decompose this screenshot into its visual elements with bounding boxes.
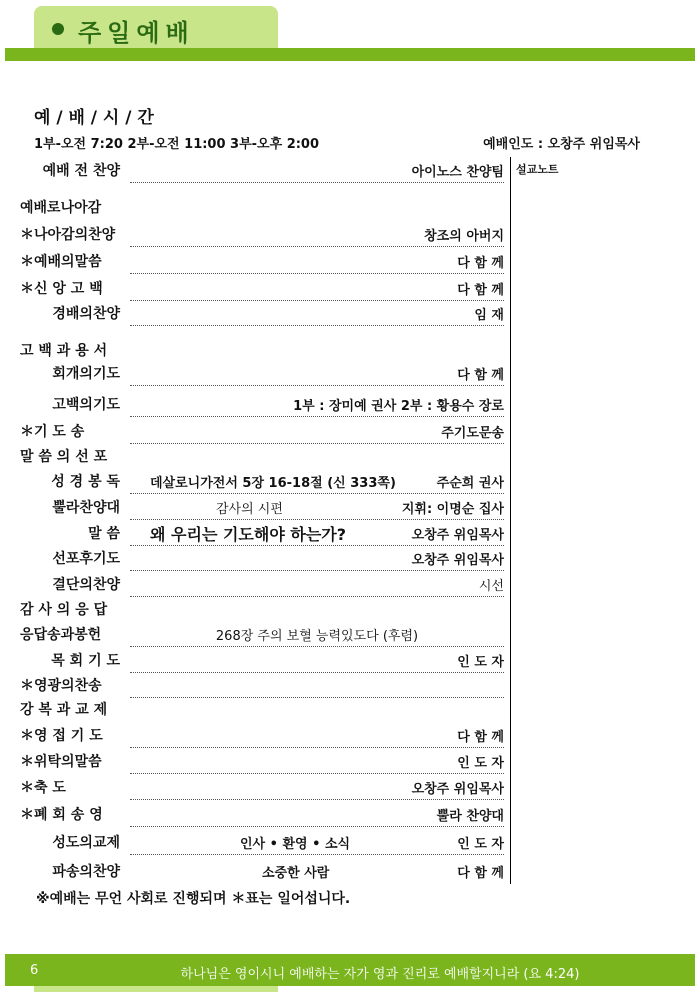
row-pre-worship — [0, 157, 700, 183]
row-label: 경배의찬양 — [52, 306, 120, 322]
row-label: 파송의찬양 — [52, 864, 120, 880]
row-right: 주기도문송 — [441, 426, 504, 441]
row-repentance — [0, 360, 700, 386]
notes-label: 설교노트 — [516, 163, 559, 176]
row-label: 성 경 봉 독 — [51, 474, 120, 490]
row-label: 고백의기도 — [52, 397, 120, 413]
row-right: 시선 — [478, 579, 504, 594]
row-label: 감 사 의 응 답 — [20, 602, 108, 618]
section-heading — [0, 696, 700, 722]
row-label: 예배 전 찬양 — [42, 163, 120, 179]
row-closing-hymn — [0, 801, 700, 827]
page-number: 6 — [30, 963, 39, 978]
row-label: 강 복 과 교 제 — [20, 702, 108, 718]
row-commitment-hymn — [0, 571, 700, 597]
row-right: 오창주 위임목사 — [411, 528, 504, 543]
header-bar — [5, 48, 695, 61]
row-divider — [130, 325, 504, 326]
section-heading — [0, 194, 700, 220]
row-praise — [0, 300, 700, 326]
bullet-icon — [52, 23, 64, 35]
row-right: 다 함 께 — [457, 283, 504, 298]
section-title: 예 / 배 / 시 / 간 — [34, 108, 154, 128]
row-right: 창조의 아버지 — [424, 229, 504, 244]
row-approach-hymn — [0, 221, 700, 247]
row-doxology — [0, 672, 700, 698]
row-label: 결단의찬양 — [52, 577, 120, 593]
row-label: 선포후기도 — [52, 551, 120, 567]
row-call-to-worship — [0, 248, 700, 274]
header-tab — [34, 6, 278, 52]
row-divider — [130, 416, 504, 417]
sermon-title: 왜 우리는 기도해야 하는가? — [150, 525, 347, 544]
row-creed — [0, 275, 700, 301]
row-divider — [130, 799, 504, 800]
row-label: ＊위탁의말씀 — [20, 754, 102, 770]
row-right: 1부 : 장미예 권사 2부 : 황용수 장로 — [293, 399, 504, 414]
row-right: 다 함 께 — [457, 730, 504, 745]
row-divider — [130, 854, 504, 855]
section-heading — [0, 443, 700, 469]
row-label: 응답송과봉헌 — [20, 627, 102, 643]
row-right: 오창주 위임목사 — [411, 782, 504, 797]
row-label: 뿔라찬양대 — [52, 500, 120, 516]
row-label: 말 씀 의 선 포 — [20, 449, 108, 465]
row-benediction — [0, 774, 700, 800]
section-heading — [0, 596, 700, 622]
row-label: 예배로나아감 — [20, 200, 102, 216]
row-commission — [0, 748, 700, 774]
row-divider — [130, 826, 504, 827]
row-right: 오창주 위임목사 — [411, 553, 504, 568]
row-fellowship — [0, 829, 700, 855]
row-choir — [0, 494, 700, 520]
row-confession — [0, 391, 700, 417]
row-label: 목 회 기 도 — [51, 653, 120, 669]
row-sermon — [0, 520, 700, 546]
row-label: 말 씀 — [88, 526, 120, 542]
row-right: 지휘: 이명순 집사 — [401, 502, 504, 517]
row-middle: 268장 주의 보혈 능력있도다 (후렴) — [215, 629, 419, 644]
row-prayer-song — [0, 418, 700, 444]
row-label: ＊기 도 송 — [20, 424, 85, 440]
row-label: ＊폐 회 송 영 — [20, 807, 103, 823]
row-pastoral-prayer — [0, 647, 700, 673]
row-offering — [0, 621, 700, 647]
row-middle: 소중한 사람 — [262, 866, 330, 881]
row-right: 주순희 권사 — [436, 476, 504, 491]
row-label: ＊영광의찬송 — [20, 678, 102, 694]
row-welcome-prayer — [0, 722, 700, 748]
row-label: ＊예배의말씀 — [20, 254, 102, 270]
row-post-sermon-prayer — [0, 545, 700, 571]
row-middle: 데살로니가전서 5장 16-18절 (신 333쪽) — [150, 476, 396, 491]
row-middle: 인사 • 환영 • 소식 — [240, 837, 351, 852]
row-label: ＊영 접 기 도 — [20, 728, 103, 744]
row-right: 인 도 자 — [457, 756, 504, 771]
row-right: 다 함 께 — [457, 256, 504, 271]
row-right: 다 함 께 — [457, 368, 504, 383]
row-sending-hymn — [0, 858, 700, 884]
row-label: 회개의기도 — [52, 366, 120, 382]
row-right: 인 도 자 — [457, 837, 504, 852]
row-divider — [130, 385, 504, 386]
row-divider — [130, 273, 504, 274]
footer-tab — [34, 986, 278, 992]
row-label: ＊신 앙 고 백 — [20, 281, 103, 297]
row-label: ＊축 도 — [20, 780, 66, 796]
row-label: ＊나아감의찬양 — [20, 227, 116, 243]
page-title: 주일예배 — [78, 19, 195, 47]
row-right: 임 재 — [474, 308, 504, 323]
row-divider — [130, 182, 504, 183]
row-right: 다 함 께 — [457, 866, 504, 881]
worship-leader: 예배인도 : 오창주 위임목사 — [483, 137, 640, 152]
row-right: 인 도 자 — [457, 655, 504, 670]
service-times: 1부-오전 7:20 2부-오전 11:00 3부-오후 2:00 — [34, 137, 320, 152]
row-right: 아이노스 찬양팀 — [411, 165, 504, 180]
row-right: 뿔라 찬양대 — [436, 809, 504, 824]
row-label: 성도의교제 — [52, 835, 120, 851]
row-scripture — [0, 468, 700, 494]
row-label: 고 백 과 용 서 — [20, 343, 108, 359]
footer-verse: 하나님은 영이시니 예배하는 자가 영과 진리로 예배할지니라 (요 4:24) — [180, 967, 580, 982]
footnote: ※예배는 무언 사회로 진행되며 ＊표는 일어섭니다. — [36, 891, 351, 907]
row-middle: 감사의 시편 — [216, 502, 283, 517]
row-divider — [130, 246, 504, 247]
